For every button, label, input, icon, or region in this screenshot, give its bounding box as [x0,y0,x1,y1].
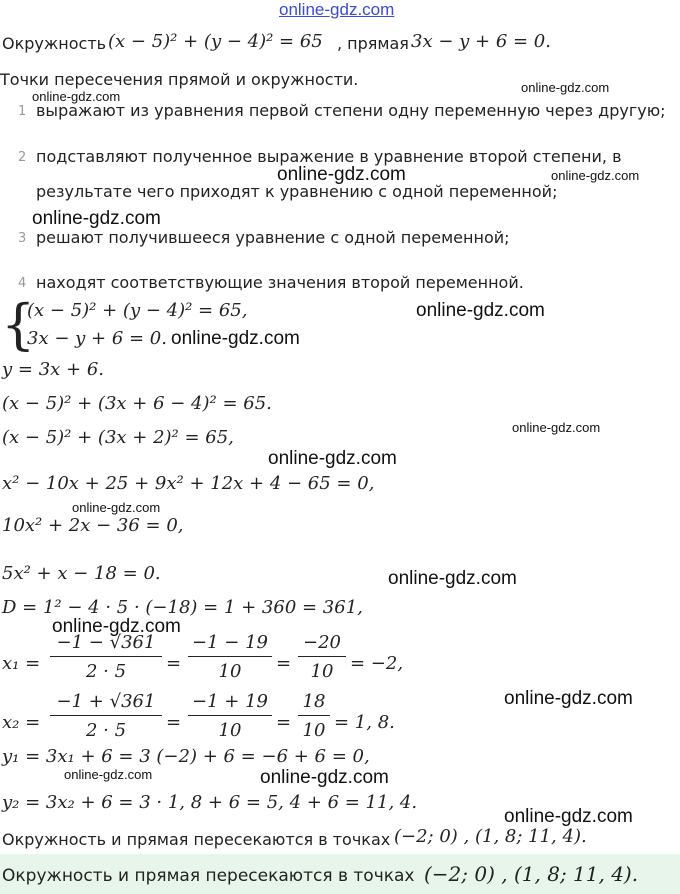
conclusion-text: Окружность и прямая пересекаются в точках [2,830,391,849]
x1-fraction-2-numerator: −1 − 19 [192,632,268,653]
x2-fraction-3-denominator: 10 [302,720,326,741]
intro-line-equation: 3x − y + 6 = 0. [411,31,551,52]
x2-lhs: x₂ = [2,712,41,733]
watermark: online-gdz.com [277,164,406,185]
x2-fraction-3-numerator: 18 [302,691,326,712]
solution-line: (x − 5)² + (3x + 2)² = 65, [2,427,234,448]
x2-fraction-3 [298,689,330,745]
answer-text: Окружность и прямая пересекаются в точках [2,866,415,886]
x1-fraction-1-numerator: −1 − √361 [56,632,156,653]
x1-fraction-1-denominator: 2 · 5 [85,661,127,682]
x2-result: = 1, 8. [334,712,395,733]
watermark: online-gdz.com [416,300,545,321]
watermark: online-gdz.com [504,688,633,709]
intro-line-label: , прямая [337,34,409,53]
y1-line: y₁ = 3x₁ + 6 = 3 (−2) + 6 = −6 + 6 = 0, [2,746,370,767]
intro-circle-label: Окружность [2,34,107,53]
x1-equals: = [276,653,292,674]
system-equation-2: 3x − y + 6 = 0. [27,328,167,349]
step-number: 2 [18,150,27,165]
watermark: online-gdz.com [171,328,300,349]
solution-line: 10x² + 2x − 36 = 0, [2,515,184,536]
x2-equals: = [166,712,182,733]
watermark: online-gdz.com [72,500,161,515]
system-equation-1: (x − 5)² + (y − 4)² = 65, [27,300,248,321]
solution-line: x² − 10x + 25 + 9x² + 12x + 4 − 65 = 0, [2,473,375,494]
watermark: online-gdz.com [52,616,181,637]
step-number: 4 [18,276,27,291]
x1-fraction-2 [188,630,272,686]
watermark: online-gdz.com [521,80,610,95]
solution-line: 5x² + x − 18 = 0. [2,563,161,584]
intro-circle-equation: (x − 5)² + (y − 4)² = 65 [108,31,323,52]
x1-fraction-3 [298,630,346,686]
x2-equals: = [276,712,292,733]
step-text: подставляют полученное выражение в уравнение второй степени, в [36,147,622,166]
step-text: решают получившееся уравнение с одной переменной; [36,228,510,247]
watermark: online-gdz.com [32,208,161,229]
step-number: 1 [18,104,27,119]
x1-fraction-1 [50,630,162,686]
x2-fraction-1-numerator: −1 + √361 [56,691,156,712]
watermark-top-link[interactable]: online-gdz.com [279,0,395,19]
watermark: online-gdz.com [504,806,633,827]
x2-fraction-2-denominator: 10 [218,720,242,741]
x2-fraction-2-numerator: −1 + 19 [192,691,268,712]
x1-equals: = [166,653,182,674]
conclusion-points: (−2; 0) , (1, 8; 11, 4). [394,826,587,847]
x2-fraction-2 [188,689,272,745]
watermark: online-gdz.com [64,767,153,782]
watermark: online-gdz.com [551,168,640,183]
solution-line: (x − 5)² + (3x + 6 − 4)² = 65. [2,393,272,414]
solution-line: y = 3x + 6. [2,359,104,380]
x1-fraction-3-denominator: 10 [310,661,334,682]
step-text: находят соответствующие значения второй переменной. [36,273,524,292]
steps-title: Точки пересечения прямой и окружности. [0,70,359,89]
x2-fraction-1 [50,689,162,745]
solution-line: D = 1² − 4 · 5 · (−18) = 1 + 360 = 361, [2,597,363,618]
x1-fraction-3-numerator: −20 [303,632,341,653]
x1-fraction-2-denominator: 10 [218,661,242,682]
watermark: online-gdz.com [268,448,397,469]
system-brace: { [1,293,36,356]
answer-points: (−2; 0) , (1, 8; 11, 4). [424,862,639,886]
x1-lhs: x₁ = [2,653,41,674]
x2-fraction-1-denominator: 2 · 5 [85,720,127,741]
watermark: online-gdz.com [260,767,389,788]
watermark: online-gdz.com [32,89,121,104]
x1-result: = −2, [350,653,404,674]
y2-line: y₂ = 3x₂ + 6 = 3 · 1, 8 + 6 = 5, 4 + 6 = 11, 4. [2,792,418,813]
step-number: 3 [18,231,27,246]
watermark: online-gdz.com [388,568,517,589]
watermark: online-gdz.com [512,420,601,435]
step-text: выражают из уравнения первой степени одну переменную через другую; [36,101,666,120]
step-text-continued: результате чего приходят к уравнению с одной переменной; [36,182,558,201]
